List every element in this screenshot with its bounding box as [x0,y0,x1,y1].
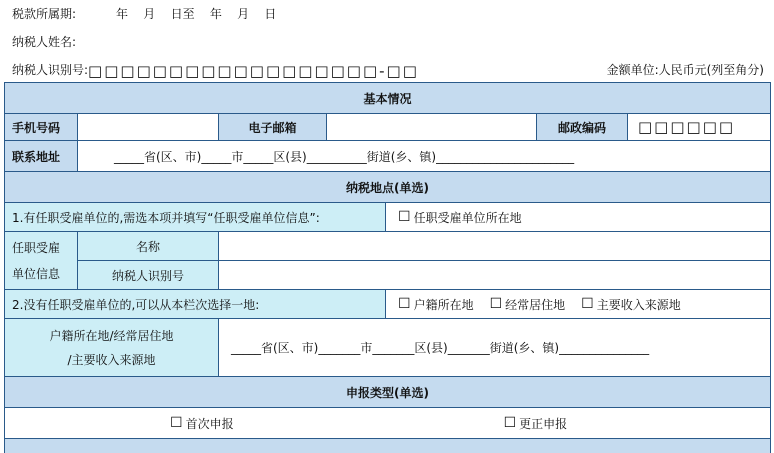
taxpayer-name-label: 纳税人姓名: [12,35,77,49]
location-section-header-row [5,172,771,203]
corrected-report-label: 更正申报 [519,416,568,431]
tax-form [4,82,771,453]
main-income-source-checkbox-icon[interactable]: ☐ [581,296,594,312]
postcode-label: 邮政编码 [537,114,628,141]
postcode-boxes-cell[interactable] [628,114,771,141]
taxpayer-id-boxes[interactable]: □□□□□□□□□□□□□□□□□□-□□ [88,62,419,80]
employer-info-label-line2: 单位信息 [12,266,61,281]
household-register-label: 户籍所在地 [413,297,474,312]
employer-location-checkbox-icon[interactable]: ☐ [398,209,411,225]
phone-input[interactable] [78,114,219,141]
employer-name-input[interactable] [219,232,771,261]
email-label: 电子邮箱 [219,114,327,141]
address-input[interactable]: _____省(区、市)_____市_____区(县)__________街道(乡、镇)_______________________ [78,141,771,172]
habitual-residence-label: 经常居住地 [505,297,566,312]
phone-label: 手机号码 [5,114,78,141]
place-address-input[interactable]: _____省(区、市)_______市_______区(县)_______街道(乡、镇)_______________ [219,319,771,377]
location-option2-choices [386,290,771,319]
location-option1-text: 1.有任职受雇单位的,需选本项并填写“任职受雇单位信息”: [5,203,386,232]
basic-section-title: 基本情况 [5,83,771,114]
report-type-title: 申报类型(单选) [5,377,771,408]
address-row [5,141,771,172]
email-input[interactable] [327,114,537,141]
place-address-row [5,319,771,377]
household-register-checkbox-icon[interactable]: ☐ [398,296,411,312]
habitual-residence-checkbox-icon[interactable]: ☐ [489,296,503,312]
report-type-options-row [5,408,771,439]
tax-period-label: 税款所属期: [12,7,77,21]
employer-id-label: 纳税人识别号 [78,261,219,290]
location-option2-row [5,290,771,319]
report-type-options [5,408,771,439]
address-label: 联系地址 [5,141,78,172]
corrected-report-checkbox-icon[interactable]: ☐ [503,415,517,431]
taxpayer-id-label: 纳税人识别号: [12,63,89,77]
amount-unit: 金额单位:人民币元(列至角分) [606,63,764,77]
location-option2-text: 2.没有任职受雇单位的,可以从本栏次选择一地: [5,290,386,319]
employer-info-label [5,232,78,290]
employer-location-checkbox-label: 任职受雇单位所在地 [413,210,522,225]
employer-location-option[interactable] [386,203,771,232]
employer-info-label-line1: 任职受雇 [12,240,61,255]
contact-row [5,114,771,141]
tax-period-line [12,5,276,22]
tax-period-pattern[interactable]: 年 月 日至 年 月 日 [116,7,277,21]
report-type-header-row [5,377,771,408]
next-section-header [5,439,771,453]
place-address-label-line1: 户籍所在地/经常居住地 [49,328,174,343]
postcode-boxes[interactable]: □□□□□□ [638,118,736,136]
employer-name-label: 名称 [78,232,219,261]
first-report-label: 首次申报 [185,416,234,431]
taxpayer-name-line [12,33,76,50]
location-option1-row [5,203,771,232]
location-section-title: 纳税地点(单选) [5,172,771,203]
main-income-source-label: 主要收入来源地 [596,297,681,312]
employer-id-input[interactable] [219,261,771,290]
first-report-checkbox-icon[interactable]: ☐ [170,415,183,431]
next-section-header-row [5,439,771,453]
taxpayer-id-line [12,61,764,80]
basic-section-header-row [5,83,771,114]
place-address-label-line2: /主要收入来源地 [67,352,156,367]
employer-info-block [5,232,771,290]
place-address-label [5,319,219,377]
